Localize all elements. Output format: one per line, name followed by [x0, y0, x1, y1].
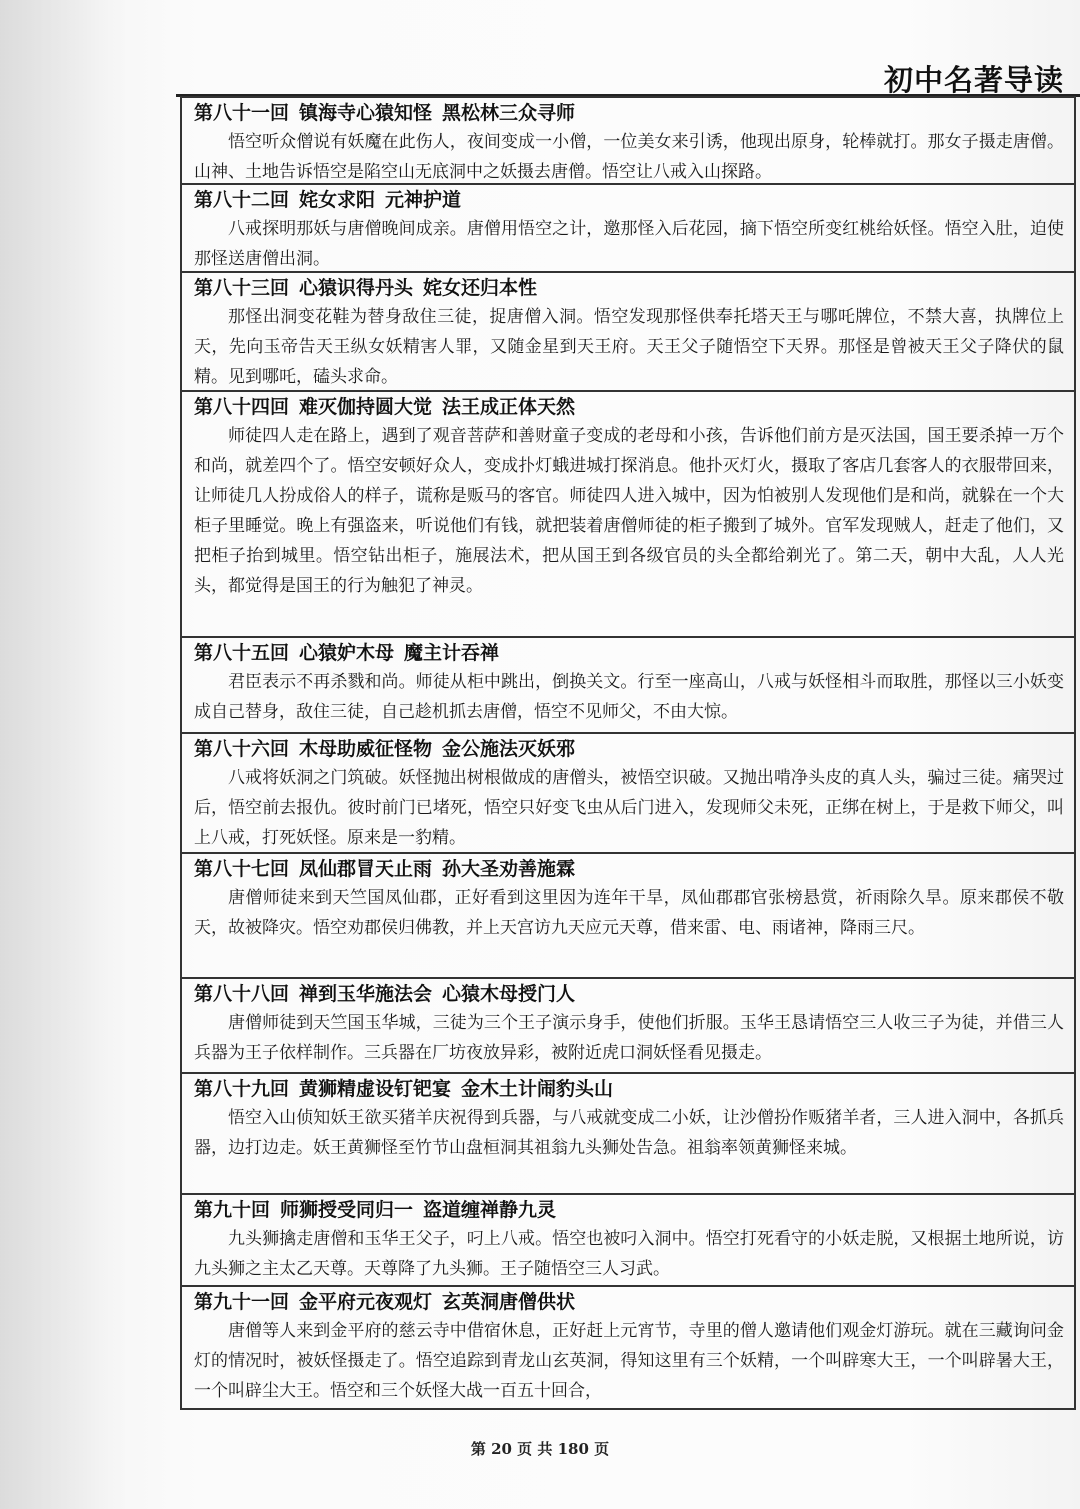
chapter-number: 第八十三回 — [194, 277, 290, 299]
chapter-83 — [182, 271, 1074, 390]
chapter-title-b: 心猿木母授门人 — [442, 983, 576, 1005]
chapter-title — [194, 1289, 1064, 1316]
chapter-summary: 八戒将妖洞之门筑破。妖怪抛出树根做成的唐僧头，被悟空识破。又抛出啃净头皮的真人头，骗过三徒。痛哭过后，悟空前去报仇。彼时前门已堵死，悟空只好变飞虫从后门进入，发现师父未死，正绑在树上，于是救下师父，叫上八戒，打死妖怪。原来是一豹精。 — [194, 768, 1064, 848]
chapter-title-a: 师狮授受同归一 — [280, 1199, 414, 1221]
chapter-title-b: 盗道缠禅静九灵 — [423, 1199, 557, 1221]
chapter-title — [194, 856, 1064, 883]
chapter-summary: 君臣表示不再杀戮和尚。师徒从柜中跳出，倒换关文。行至一座高山，八戒与妖怪相斗而取胜，那怪以三小妖变成自己替身，敌住三徒，自己趁机抓去唐僧，悟空不见师父，不由大惊。 — [194, 672, 1064, 722]
chapter-title-a: 禅到玉华施法会 — [299, 983, 433, 1005]
chapter-number: 第九十回 — [194, 1199, 271, 1221]
chapter-90 — [182, 1193, 1074, 1285]
chapter-table — [180, 96, 1076, 1410]
page-number: 第 20 页 共 180 页 — [470, 1440, 610, 1458]
chapter-84 — [182, 390, 1074, 636]
chapter-summary: 八戒探明那妖与唐僧晚间成亲。唐僧用悟空之计，邀那怪入后花园，摘下悟空所变红桃给妖怪。悟空入肚，迫使那怪送唐僧出洞。 — [194, 219, 1064, 269]
book-section-title: 初中名著导读 — [883, 63, 1064, 97]
chapter-85 — [182, 636, 1074, 732]
chapter-number: 第八十七回 — [194, 858, 290, 880]
chapter-title-a: 姹女求阳 — [299, 189, 376, 211]
chapter-title-b: 魔主计吞禅 — [404, 642, 500, 664]
chapter-title — [194, 100, 1064, 127]
chapter-number: 第八十八回 — [194, 983, 290, 1005]
chapter-summary: 唐僧等人来到金平府的慈云寺中借宿休息，正好赶上元宵节，寺里的僧人邀请他们观金灯游玩。就在三藏询问金灯的情况时，被妖怪摄走了。悟空追踪到青龙山玄英洞，得知这里有三个妖精，一个叫辟寒大王，一个叫辟暑大王，一个叫辟尘大王。悟空和三个妖怪大战一百五十回合， — [194, 1321, 1064, 1401]
chapter-title-b: 金木土计闹豹头山 — [461, 1078, 614, 1100]
chapter-82 — [182, 183, 1074, 271]
chapter-title — [194, 275, 1064, 302]
chapter-summary: 悟空入山侦知妖王欲买猪羊庆祝得到兵器，与八戒就变成二小妖，让沙僧扮作贩猪羊者，三人进入洞中，各抓兵器，边打边走。妖王黄狮怪至竹节山盘桓洞其祖翁九头狮处告急。祖翁率领黄狮怪来城。 — [194, 1108, 1064, 1158]
chapter-title-a: 凤仙郡冒天止雨 — [299, 858, 433, 880]
chapter-title-a: 镇海寺心猿知怪 — [299, 102, 433, 124]
chapter-title-b: 金公施法灭妖邪 — [442, 738, 576, 760]
chapter-title — [194, 1197, 1064, 1224]
chapter-89 — [182, 1072, 1074, 1193]
chapter-summary: 那怪出洞变花鞋为替身敌住三徒，捉唐僧入洞。悟空发现那怪供奉托塔天王与哪吒牌位，不禁大喜，执牌位上天，先向玉帝告天王纵女妖精害人罪，又随金星到天王府。天王父子随悟空下天界。那怪是曾被天王父子降伏的鼠精。见到哪吒，磕头求命。 — [194, 307, 1064, 387]
chapter-number: 第八十九回 — [194, 1078, 290, 1100]
chapter-81 — [182, 96, 1074, 183]
chapter-number: 第九十一回 — [194, 1291, 290, 1313]
chapter-title — [194, 736, 1064, 763]
chapter-title-a: 黄狮精虚设钉钯宴 — [299, 1078, 452, 1100]
chapter-number: 第八十六回 — [194, 738, 290, 760]
chapter-title-a: 难灭伽持圆大觉 — [299, 396, 433, 418]
chapter-title — [194, 187, 1064, 214]
chapter-91 — [182, 1285, 1074, 1408]
chapter-title-b: 姹女还归本性 — [423, 277, 538, 299]
chapter-number: 第八十五回 — [194, 642, 290, 664]
chapter-title-b: 黑松林三众寻师 — [442, 102, 576, 124]
chapter-title — [194, 394, 1064, 421]
chapter-title-a: 心猿识得丹头 — [299, 277, 414, 299]
chapter-summary: 师徒四人走在路上，遇到了观音菩萨和善财童子变成的老母和小孩，告诉他们前方是灭法国，国王要杀掉一万个和尚，就差四个了。悟空安顿好众人，变成扑灯蛾进城打探消息。他扑灭灯火，摄取了客店几套客人的衣服带回来，让师徒几人扮成俗人的样子，谎称是贩马的客官。师徒四人进入城中，因为怕被别人发现他们是和尚，就躲在一个大柜子里睡觉。晚上有强盗来，听说他们有钱，就把装着唐僧师徒的柜子搬到了城外。官军发现贼人，赶走了他们，又把柜子抬到城里。悟空钻出柜子，施展法术，把从国王到各级官员的头全都给剃光了。第二天，朝中大乱，人人光头，都觉得是国王的行为触犯了神灵。 — [194, 426, 1064, 596]
chapter-87 — [182, 852, 1074, 977]
chapter-title-b: 元神护道 — [385, 189, 462, 211]
chapter-title — [194, 640, 1064, 667]
chapter-title — [194, 981, 1064, 1008]
chapter-title-a: 木母助威征怪物 — [299, 738, 433, 760]
chapter-86 — [182, 732, 1074, 852]
chapter-title-b: 法王成正体天然 — [442, 396, 576, 418]
chapter-title-b: 玄英洞唐僧供状 — [442, 1291, 576, 1313]
chapter-title — [194, 1076, 1064, 1103]
chapter-number: 第八十一回 — [194, 102, 290, 124]
chapter-title-a: 心猿妒木母 — [299, 642, 395, 664]
chapter-title-a: 金平府元夜观灯 — [299, 1291, 433, 1313]
chapter-summary: 唐僧师徒到天竺国玉华城，三徒为三个王子演示身手，使他们折服。玉华王恳请悟空三人收三子为徒，并借三人兵器为王子依样制作。三兵器在厂坊夜放异彩，被附近虎口洞妖怪看见摄走。 — [194, 1013, 1064, 1063]
chapter-summary: 唐僧师徒来到天竺国凤仙郡，正好看到这里因为连年干旱，凤仙郡郡官张榜悬赏，祈雨除久旱。原来郡侯不敬天，故被降灾。悟空劝郡侯归佛教，并上天宫访九天应元天尊，借来雷、电、雨诸神，降雨三尺。 — [194, 888, 1064, 938]
chapter-88 — [182, 977, 1074, 1072]
chapter-title-b: 孙大圣劝善施霖 — [442, 858, 576, 880]
chapter-number: 第八十四回 — [194, 396, 290, 418]
chapter-number: 第八十二回 — [194, 189, 290, 211]
chapter-summary: 悟空听众僧说有妖魔在此伤人，夜间变成一小僧，一位美女来引诱，他现出原身，轮棒就打。那女子摄走唐僧。山神、土地告诉悟空是陷空山无底洞中之妖摄去唐僧。悟空让八戒入山探路。 — [194, 132, 1064, 182]
chapter-summary: 九头狮擒走唐僧和玉华王父子，叼上八戒。悟空也被叼入洞中。悟空打死看守的小妖走脱，又根据土地所说，访九头狮之主太乙天尊。天尊降了九头狮。王子随悟空三人习武。 — [194, 1229, 1064, 1279]
binding-shadow — [0, 0, 130, 1509]
